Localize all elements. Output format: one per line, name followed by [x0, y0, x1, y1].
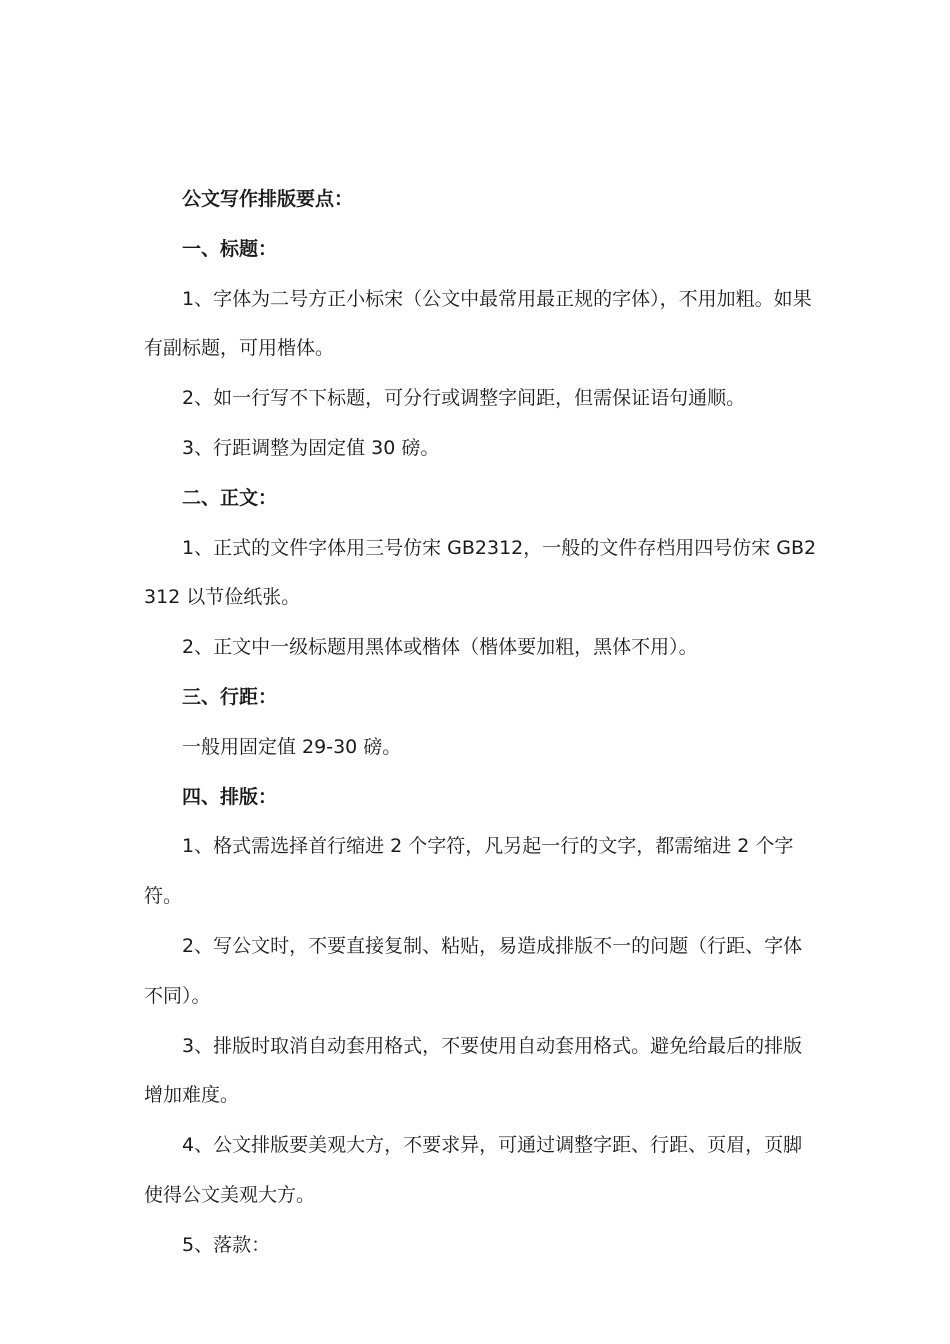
paragraph: 5、落款：	[182, 1233, 271, 1256]
paragraph: 2、正文中一级标题用黑体或楷体（楷体要加粗，黑体不用）。	[182, 636, 698, 659]
paragraph: 3、排版时取消自动套用格式，不要使用自动套用格式。避免给最后的排版增加难度。	[144, 1034, 803, 1107]
paragraph: 4、公文排版要美观大方，不要求异，可通过调整字距、行距、页眉，页脚使得公文美观大方。	[144, 1134, 803, 1206]
section-heading-layout: 四、排版：	[182, 785, 278, 808]
document-body	[144, 175, 820, 1271]
paragraph: 1、字体为二号方正小标宋（公文中最常用最正规的字体），不用加粗。如果有副标题，可用楷体。	[144, 287, 812, 360]
paragraph: 一般用固定值 29-30 磅。	[182, 735, 402, 758]
section-heading-line-spacing: 三、行距：	[182, 685, 278, 708]
section-heading-title: 一、标题：	[182, 237, 278, 260]
paragraph: 3、行距调整为固定值 30 磅。	[182, 436, 440, 459]
paragraph: 2、如一行写不下标题，可分行或调整字间距，但需保证语句通顺。	[182, 387, 746, 410]
paragraph: 1、格式需选择首行缩进 2 个字符，凡另起一行的文字，都需缩进 2 个字符。	[144, 835, 794, 908]
section-heading-body: 二、正文：	[182, 486, 278, 509]
paragraph: 2、写公文时，不要直接复制、粘贴，易造成排版不一的问题（行距、字体不同）。	[144, 934, 803, 1007]
paragraph: 1、正式的文件字体用三号仿宋 GB2312，一般的文件存档用四号仿宋 GB2312 以节俭纸张。	[144, 536, 817, 609]
document-title: 公文写作排版要点：	[182, 188, 354, 210]
